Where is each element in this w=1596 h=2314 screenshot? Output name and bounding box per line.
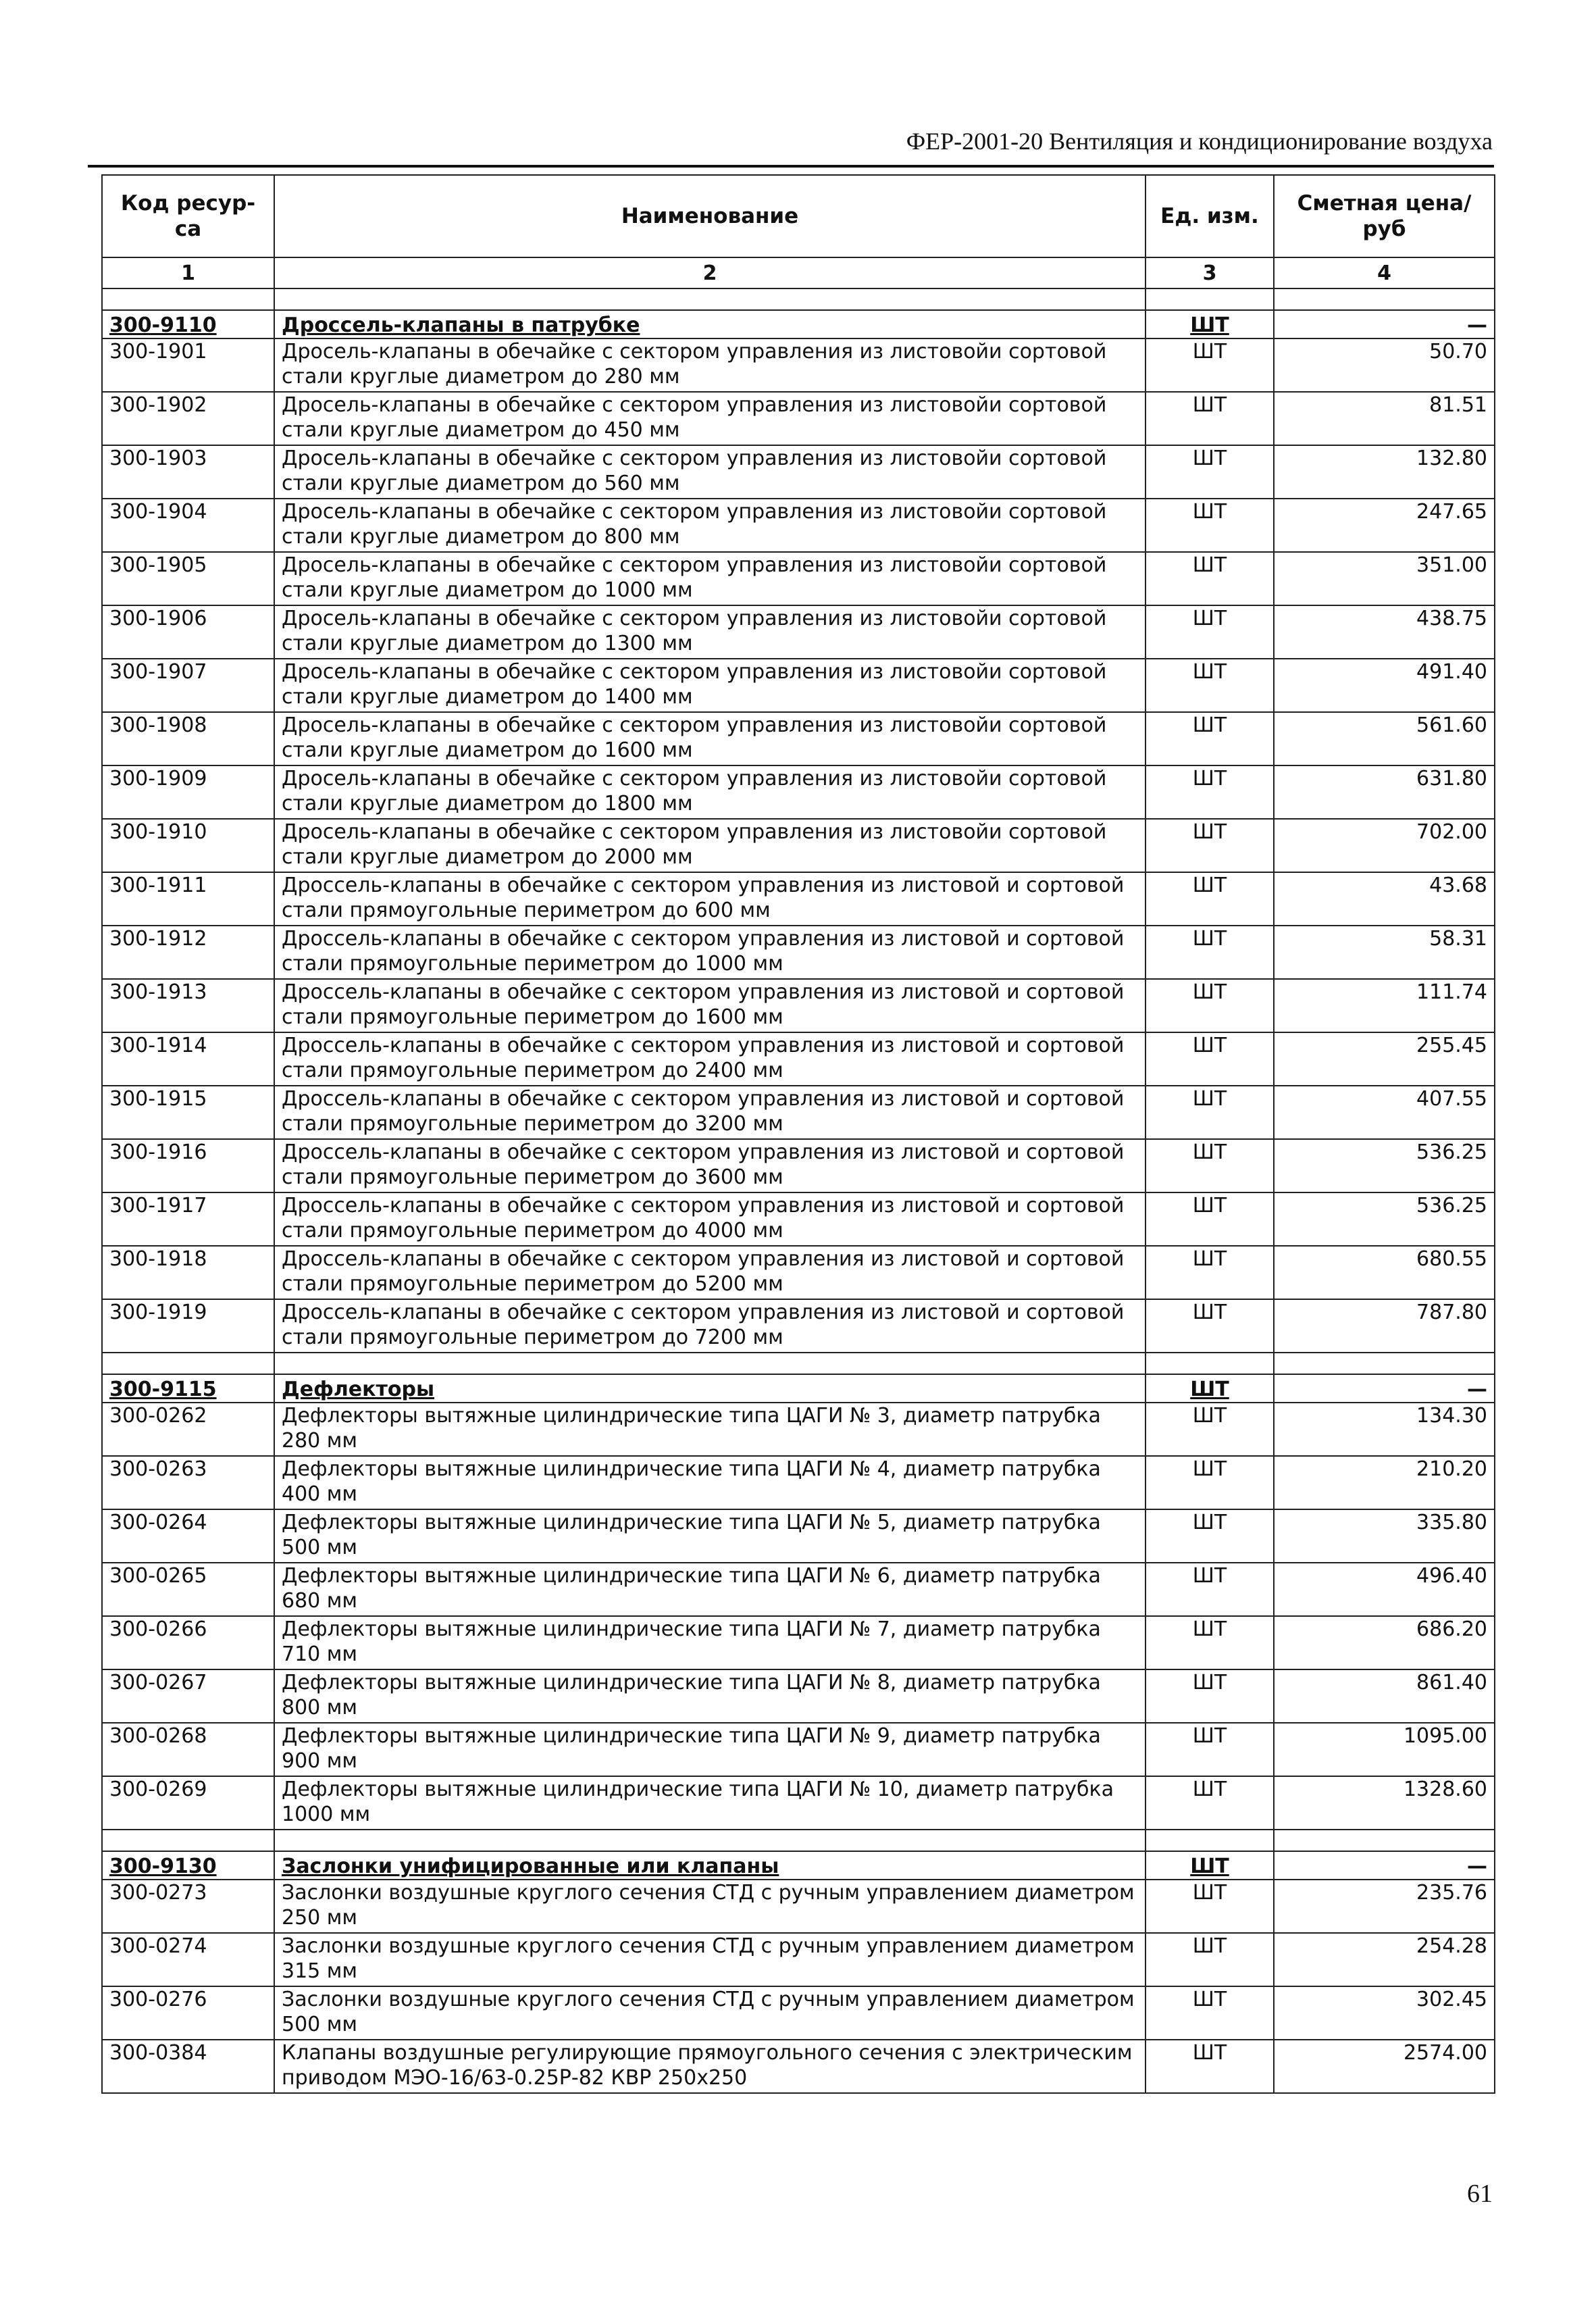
empty-cell	[274, 288, 1145, 310]
item-price: 58.31	[1274, 926, 1495, 979]
header-rule	[88, 165, 1494, 168]
item-unit: ШТ	[1145, 872, 1274, 926]
item-name: Дроссель-клапаны в обечайке с сектором управления из листовой и сортовой стали прямоугольные периметром до 3200 мм	[274, 1086, 1145, 1139]
empty-cell	[102, 1353, 274, 1374]
item-unit: ШТ	[1145, 445, 1274, 499]
empty-cell	[1274, 1353, 1495, 1374]
table-row	[102, 926, 1495, 979]
table-row	[102, 712, 1495, 765]
table-row	[102, 338, 1495, 392]
item-name: Дефлекторы вытяжные цилиндрические типа ЦАГИ № 9, диаметр патрубка 900 мм	[274, 1723, 1145, 1776]
item-name: Заслонки воздушные круглого сечения СТД с ручным управлением диаметром 250 мм	[274, 1880, 1145, 1933]
group-price: —	[1274, 1851, 1495, 1880]
header-row	[102, 175, 1495, 257]
item-unit: ШТ	[1145, 1933, 1274, 1986]
item-code: 300-0276	[102, 1986, 274, 2040]
item-unit: ШТ	[1145, 392, 1274, 445]
group-row	[102, 1851, 1495, 1880]
item-price: 351.00	[1274, 552, 1495, 605]
item-code: 300-1912	[102, 926, 274, 979]
table-row	[102, 1776, 1495, 1830]
table-row	[102, 499, 1495, 552]
item-name: Дроссель-клапаны в обечайке с сектором управления из листовой и сортовой стали прямоугольные периметром до 600 мм	[274, 872, 1145, 926]
table-row	[102, 1456, 1495, 1509]
item-code: 300-1911	[102, 872, 274, 926]
item-name: Дросель-клапаны в обечайке с сектором управления из листовойи сортовой стали круглые диаметром до 1800 мм	[274, 765, 1145, 819]
item-name: Дроссель-клапаны в обечайке с сектором управления из листовой и сортовой стали прямоугольные периметром до 1600 мм	[274, 979, 1145, 1032]
item-price: 1328.60	[1274, 1776, 1495, 1830]
item-code: 300-0262	[102, 1403, 274, 1456]
item-unit: ШТ	[1145, 1139, 1274, 1192]
group-name: Дроссель-клапаны в патрубке	[274, 310, 1145, 338]
table-row	[102, 1086, 1495, 1139]
item-price: 335.80	[1274, 1509, 1495, 1563]
item-code: 300-0264	[102, 1509, 274, 1563]
item-unit: ШТ	[1145, 1032, 1274, 1086]
group-row	[102, 1374, 1495, 1403]
item-price: 2574.00	[1274, 2040, 1495, 2093]
group-price: —	[1274, 1374, 1495, 1403]
item-name: Дроссель-клапаны в обечайке с сектором управления из листовой и сортовой стали прямоугольные периметром до 7200 мм	[274, 1299, 1145, 1353]
table-row	[102, 552, 1495, 605]
item-unit: ШТ	[1145, 552, 1274, 605]
item-unit: ШТ	[1145, 1669, 1274, 1723]
table-row	[102, 765, 1495, 819]
item-name: Заслонки воздушные круглого сечения СТД с ручным управлением диаметром 315 мм	[274, 1933, 1145, 1986]
table-row	[102, 659, 1495, 712]
item-unit: ШТ	[1145, 926, 1274, 979]
item-name: Дефлекторы вытяжные цилиндрические типа ЦАГИ № 6, диаметр патрубка 680 мм	[274, 1563, 1145, 1616]
item-unit: ШТ	[1145, 338, 1274, 392]
item-unit: ШТ	[1145, 1086, 1274, 1139]
item-unit: ШТ	[1145, 1563, 1274, 1616]
item-name: Дефлекторы вытяжные цилиндрические типа ЦАГИ № 4, диаметр патрубка 400 мм	[274, 1456, 1145, 1509]
item-price: 254.28	[1274, 1933, 1495, 1986]
item-name: Дроссель-клапаны в обечайке с сектором управления из листовой и сортовой стали прямоугольные периметром до 4000 мм	[274, 1192, 1145, 1246]
item-code: 300-0266	[102, 1616, 274, 1669]
item-unit: ШТ	[1145, 819, 1274, 872]
item-unit: ШТ	[1145, 979, 1274, 1032]
item-price: 81.51	[1274, 392, 1495, 445]
spacer-row	[102, 288, 1495, 310]
item-name: Дросель-клапаны в обечайке с сектором управления из листовойи сортовой стали круглые диаметром до 1000 мм	[274, 552, 1145, 605]
column-number: 4	[1274, 257, 1495, 288]
group-unit: ШТ	[1145, 310, 1274, 338]
item-name: Дросель-клапаны в обечайке с сектором управления из листовойи сортовой стали круглые диаметром до 280 мм	[274, 338, 1145, 392]
column-number: 3	[1145, 257, 1274, 288]
empty-cell	[1145, 288, 1274, 310]
empty-cell	[1145, 1830, 1274, 1851]
item-unit: ШТ	[1145, 1403, 1274, 1456]
item-unit: ШТ	[1145, 1192, 1274, 1246]
item-unit: ШТ	[1145, 605, 1274, 659]
price-table	[101, 174, 1495, 2094]
item-unit: ШТ	[1145, 712, 1274, 765]
item-price: 302.45	[1274, 1986, 1495, 2040]
item-price: 631.80	[1274, 765, 1495, 819]
item-price: 680.55	[1274, 1246, 1495, 1299]
table-row	[102, 1032, 1495, 1086]
table-row	[102, 1880, 1495, 1933]
item-price: 536.25	[1274, 1192, 1495, 1246]
group-name: Дефлекторы	[274, 1374, 1145, 1403]
group-name: Заслонки унифицированные или клапаны	[274, 1851, 1145, 1880]
item-name: Дроссель-клапаны в обечайке с сектором управления из листовой и сортовой стали прямоугольные периметром до 2400 мм	[274, 1032, 1145, 1086]
item-name: Дросель-клапаны в обечайке с сектором управления из листовойи сортовой стали круглые диаметром до 560 мм	[274, 445, 1145, 499]
table-row	[102, 1403, 1495, 1456]
empty-cell	[102, 288, 274, 310]
item-unit: ШТ	[1145, 1776, 1274, 1830]
item-code: 300-1915	[102, 1086, 274, 1139]
item-name: Дросель-клапаны в обечайке с сектором управления из листовойи сортовой стали круглые диаметром до 800 мм	[274, 499, 1145, 552]
item-price: 210.20	[1274, 1456, 1495, 1509]
item-name: Дефлекторы вытяжные цилиндрические типа ЦАГИ № 5, диаметр патрубка 500 мм	[274, 1509, 1145, 1563]
table-row	[102, 1616, 1495, 1669]
item-name: Дроссель-клапаны в обечайке с сектором управления из листовой и сортовой стали прямоугольные периметром до 5200 мм	[274, 1246, 1145, 1299]
item-code: 300-1910	[102, 819, 274, 872]
table-row	[102, 1509, 1495, 1563]
item-unit: ШТ	[1145, 765, 1274, 819]
table-row	[102, 445, 1495, 499]
item-name: Заслонки воздушные круглого сечения СТД с ручным управлением диаметром 500 мм	[274, 1986, 1145, 2040]
item-code: 300-1901	[102, 338, 274, 392]
group-unit: ШТ	[1145, 1374, 1274, 1403]
table-body	[102, 288, 1495, 2093]
item-price: 247.65	[1274, 499, 1495, 552]
item-price: 1095.00	[1274, 1723, 1495, 1776]
column-number-row	[102, 257, 1495, 288]
item-price: 561.60	[1274, 712, 1495, 765]
item-name: Дросель-клапаны в обечайке с сектором управления из листовойи сортовой стали круглые диаметром до 1400 мм	[274, 659, 1145, 712]
item-price: 702.00	[1274, 819, 1495, 872]
group-unit: ШТ	[1145, 1851, 1274, 1880]
table-row	[102, 1986, 1495, 2040]
item-code: 300-1909	[102, 765, 274, 819]
item-name: Дефлекторы вытяжные цилиндрические типа ЦАГИ № 7, диаметр патрубка 710 мм	[274, 1616, 1145, 1669]
empty-cell	[1274, 1830, 1495, 1851]
empty-cell	[274, 1830, 1145, 1851]
item-price: 407.55	[1274, 1086, 1495, 1139]
item-code: 300-0267	[102, 1669, 274, 1723]
column-number: 2	[274, 257, 1145, 288]
column-number: 1	[102, 257, 274, 288]
table-row	[102, 872, 1495, 926]
item-unit: ШТ	[1145, 1456, 1274, 1509]
item-code: 300-0384	[102, 2040, 274, 2093]
item-unit: ШТ	[1145, 1299, 1274, 1353]
item-name: Дефлекторы вытяжные цилиндрические типа ЦАГИ № 8, диаметр патрубка 800 мм	[274, 1669, 1145, 1723]
item-name: Клапаны воздушные регулирующие прямоугольного сечения с электрическим приводом МЭО-16/63-0.25Р-82 КВР 250х250	[274, 2040, 1145, 2093]
group-price: —	[1274, 310, 1495, 338]
table-row	[102, 605, 1495, 659]
item-price: 787.80	[1274, 1299, 1495, 1353]
column-header-unit: Ед. изм.	[1145, 175, 1274, 257]
item-code: 300-0265	[102, 1563, 274, 1616]
item-code: 300-0263	[102, 1456, 274, 1509]
group-row	[102, 310, 1495, 338]
item-code: 300-0269	[102, 1776, 274, 1830]
item-name: Дросель-клапаны в обечайке с сектором управления из листовойи сортовой стали круглые диаметром до 1300 мм	[274, 605, 1145, 659]
empty-cell	[1274, 288, 1495, 310]
item-unit: ШТ	[1145, 659, 1274, 712]
item-price: 134.30	[1274, 1403, 1495, 1456]
item-price: 50.70	[1274, 338, 1495, 392]
empty-cell	[102, 1830, 274, 1851]
item-name: Дефлекторы вытяжные цилиндрические типа ЦАГИ № 10, диаметр патрубка 1000 мм	[274, 1776, 1145, 1830]
item-price: 536.25	[1274, 1139, 1495, 1192]
item-code: 300-0274	[102, 1933, 274, 1986]
item-price: 255.45	[1274, 1032, 1495, 1086]
group-code: 300-9130	[102, 1851, 274, 1880]
item-name: Дросель-клапаны в обечайке с сектором управления из листовойи сортовой стали круглые диаметром до 2000 мм	[274, 819, 1145, 872]
item-code: 300-1916	[102, 1139, 274, 1192]
table-row	[102, 979, 1495, 1032]
item-price: 491.40	[1274, 659, 1495, 712]
item-code: 300-1918	[102, 1246, 274, 1299]
item-price: 111.74	[1274, 979, 1495, 1032]
item-code: 300-1902	[102, 392, 274, 445]
column-header-name: Наименование	[274, 175, 1145, 257]
item-unit: ШТ	[1145, 499, 1274, 552]
item-code: 300-1919	[102, 1299, 274, 1353]
empty-cell	[274, 1353, 1145, 1374]
item-code: 300-1914	[102, 1032, 274, 1086]
item-code: 300-1903	[102, 445, 274, 499]
item-name: Дросель-клапаны в обечайке с сектором управления из листовойи сортовой стали круглые диаметром до 450 мм	[274, 392, 1145, 445]
item-unit: ШТ	[1145, 1986, 1274, 2040]
group-code: 300-9110	[102, 310, 274, 338]
table-row	[102, 1723, 1495, 1776]
item-unit: ШТ	[1145, 1246, 1274, 1299]
item-unit: ШТ	[1145, 1509, 1274, 1563]
item-code: 300-1904	[102, 499, 274, 552]
item-name: Дросель-клапаны в обечайке с сектором управления из листовойи сортовой стали круглые диаметром до 1600 мм	[274, 712, 1145, 765]
item-price: 132.80	[1274, 445, 1495, 499]
table-row	[102, 1299, 1495, 1353]
item-unit: ШТ	[1145, 2040, 1274, 2093]
item-code: 300-1907	[102, 659, 274, 712]
spacer-row	[102, 1830, 1495, 1851]
page-number: 61	[1467, 2180, 1493, 2208]
item-price: 686.20	[1274, 1616, 1495, 1669]
table-row	[102, 2040, 1495, 2093]
table-row	[102, 1246, 1495, 1299]
group-code: 300-9115	[102, 1374, 274, 1403]
item-code: 300-1906	[102, 605, 274, 659]
table-row	[102, 1139, 1495, 1192]
item-unit: ШТ	[1145, 1616, 1274, 1669]
item-price: 496.40	[1274, 1563, 1495, 1616]
empty-cell	[1145, 1353, 1274, 1374]
item-code: 300-1913	[102, 979, 274, 1032]
item-price: 438.75	[1274, 605, 1495, 659]
item-code: 300-1905	[102, 552, 274, 605]
table-row	[102, 1563, 1495, 1616]
column-header-code: Код ресур-са	[102, 175, 274, 257]
spacer-row	[102, 1353, 1495, 1374]
item-name: Дефлекторы вытяжные цилиндрические типа ЦАГИ № 3, диаметр патрубка 280 мм	[274, 1403, 1145, 1456]
item-price: 235.76	[1274, 1880, 1495, 1933]
table-row	[102, 1669, 1495, 1723]
item-code: 300-0268	[102, 1723, 274, 1776]
table-row	[102, 392, 1495, 445]
item-price: 43.68	[1274, 872, 1495, 926]
table-row	[102, 1933, 1495, 1986]
item-code: 300-1917	[102, 1192, 274, 1246]
table-row	[102, 1192, 1495, 1246]
item-name: Дроссель-клапаны в обечайке с сектором управления из листовой и сортовой стали прямоугольные периметром до 1000 мм	[274, 926, 1145, 979]
column-header-price: Сметная цена/руб	[1274, 175, 1495, 257]
item-price: 861.40	[1274, 1669, 1495, 1723]
table-row	[102, 819, 1495, 872]
item-unit: ШТ	[1145, 1880, 1274, 1933]
running-header: ФЕР-2001-20 Вентиляция и кондиционирование воздуха	[906, 128, 1493, 155]
item-unit: ШТ	[1145, 1723, 1274, 1776]
item-code: 300-1908	[102, 712, 274, 765]
item-code: 300-0273	[102, 1880, 274, 1933]
item-name: Дроссель-клапаны в обечайке с сектором управления из листовой и сортовой стали прямоугольные периметром до 3600 мм	[274, 1139, 1145, 1192]
